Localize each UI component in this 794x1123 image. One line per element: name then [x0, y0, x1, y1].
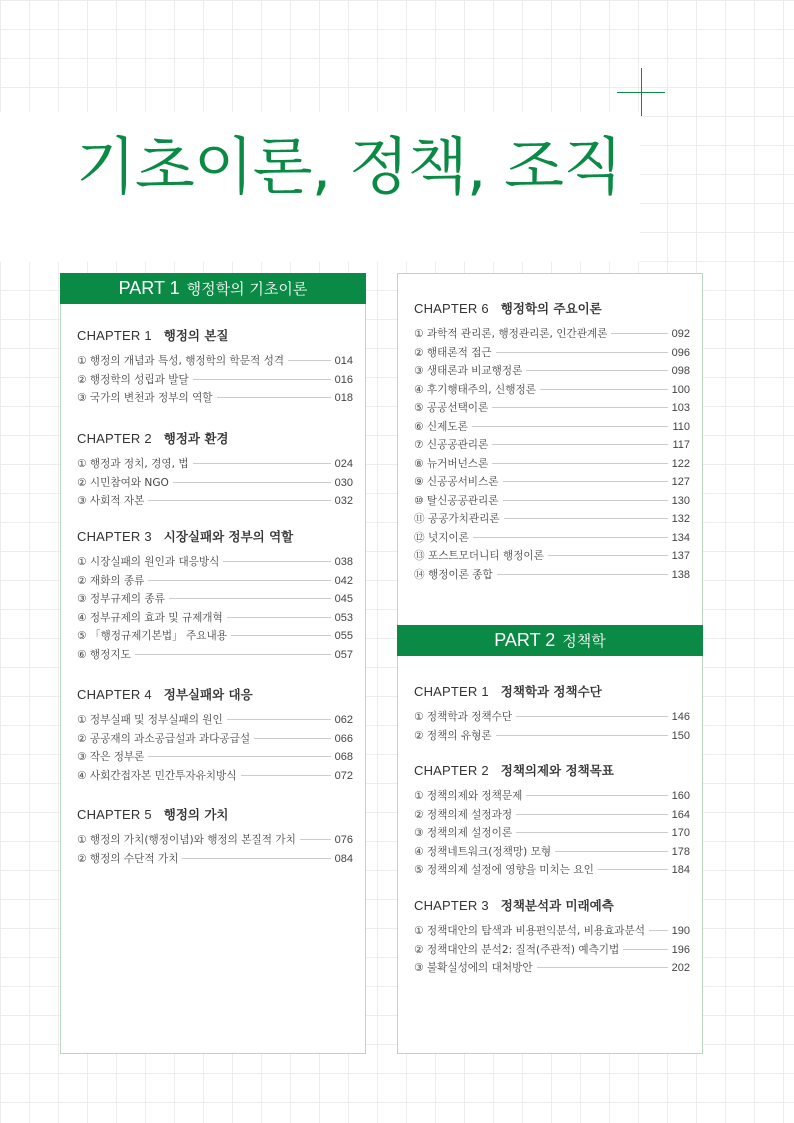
toc-entry-label: ① 행정의 개념과 특성, 행정학의 학문적 성격	[77, 355, 285, 367]
leader-line	[241, 775, 331, 776]
toc-entry-label: ② 행정학의 성립과 발달	[77, 373, 189, 386]
chapter-heading	[77, 685, 353, 705]
leader-line	[300, 839, 331, 840]
toc-entry-label: ③ 정부규제의 종류	[77, 593, 165, 605]
leader-line	[148, 756, 330, 757]
toc-entry-label: ⑫ 넛지이론	[414, 531, 469, 544]
leader-line	[649, 930, 668, 931]
chapter-number: CHAPTER 6	[414, 301, 489, 316]
toc-entry[interactable]	[414, 381, 690, 400]
toc-entry[interactable]	[77, 389, 353, 408]
toc-entry-page: 057	[334, 648, 353, 661]
toc-entry[interactable]	[77, 831, 353, 850]
chapter-title: 시장실패와 정부의 역할	[163, 529, 294, 544]
leader-line	[526, 795, 667, 796]
chapter-heading	[77, 527, 353, 547]
toc-entry[interactable]	[414, 547, 690, 566]
leader-line	[598, 869, 668, 870]
part-number: PART 1	[118, 278, 180, 298]
leader-line	[182, 858, 330, 859]
toc-entry-label: ② 정책의 유형론	[414, 729, 492, 742]
chapter-heading	[77, 805, 353, 825]
chapter-number: CHAPTER 3	[414, 898, 489, 913]
chapter-title: 정책분석과 미래예측	[500, 898, 614, 913]
toc-entry-label: ③ 정책의제 설정이론	[414, 827, 513, 839]
toc-entry-label: ④ 정부규제의 효과 및 규제개혁	[77, 611, 223, 624]
toc-entry[interactable]	[77, 553, 353, 572]
toc-entry-page: 032	[334, 495, 353, 507]
toc-entry[interactable]	[414, 418, 690, 437]
toc-entry-page: 150	[671, 729, 690, 742]
toc-entry-page: 024	[334, 458, 353, 470]
toc-entry-page: 170	[671, 827, 690, 839]
toc-entry[interactable]	[77, 850, 353, 869]
part-number: PART 2	[494, 630, 556, 650]
toc-entry-page: 184	[671, 864, 690, 876]
toc-entry-page: 055	[334, 630, 353, 642]
toc-entry-page: 146	[671, 711, 690, 723]
part-name: 정책학	[562, 632, 606, 650]
toc-entry-label: ③ 불확실성에의 대처방안	[414, 962, 533, 974]
chapter-heading	[77, 429, 353, 449]
chapter-block	[414, 299, 690, 584]
toc-entry-label: ③ 사회적 자본	[77, 495, 145, 507]
leader-line	[497, 574, 668, 575]
leader-line	[193, 379, 331, 380]
toc-entry-page: 190	[671, 925, 690, 937]
toc-entry[interactable]	[77, 767, 353, 786]
toc-entry-label: ② 공공재의 과소공급설과 과다공급설	[77, 732, 251, 745]
toc-entry-page: 110	[672, 420, 690, 433]
leader-line	[288, 360, 331, 361]
toc-entry[interactable]	[414, 566, 690, 585]
toc-entry-label: ① 정책의제와 정책문제	[414, 790, 523, 802]
toc-entry[interactable]	[77, 352, 353, 371]
toc-entry-page: 098	[671, 365, 690, 377]
toc-entry[interactable]	[414, 362, 690, 381]
leader-line	[472, 426, 669, 427]
leader-line	[148, 580, 330, 581]
toc-entry[interactable]	[414, 959, 690, 978]
toc-entry-page: 096	[671, 346, 690, 359]
chapter-number: CHAPTER 4	[77, 687, 152, 702]
toc-entry-label: ③ 작은 정부론	[77, 751, 145, 763]
toc-entry[interactable]	[77, 492, 353, 511]
toc-entry-page: 068	[334, 751, 353, 763]
toc-entry-page: 042	[334, 574, 353, 587]
chapter-number: CHAPTER 2	[77, 431, 152, 446]
chapter-heading	[414, 299, 690, 319]
leader-line	[473, 537, 668, 538]
toc-entry-label: ⑩ 탈신공공관리론	[414, 494, 499, 507]
toc-entry[interactable]	[77, 711, 353, 730]
toc-entry-label: ② 시민참여와 NGO	[77, 476, 169, 489]
toc-entry-label: ⑤ 공공선택이론	[414, 402, 489, 414]
toc-entry[interactable]	[414, 344, 690, 363]
toc-entry-label: ⑦ 신공공관리론	[414, 439, 489, 451]
toc-entry-page: 076	[334, 834, 353, 846]
toc-entry[interactable]	[77, 627, 353, 646]
chapter-block	[77, 326, 353, 408]
toc-entry[interactable]	[414, 325, 690, 344]
toc-entry-label: ① 과학적 관리론, 행정관리론, 인간관계론	[414, 328, 608, 340]
leader-line	[504, 518, 668, 519]
toc-entry-label: ③ 국가의 변천과 정부의 역할	[77, 392, 213, 404]
part-banner	[397, 625, 703, 656]
toc-entry-page: 117	[672, 439, 690, 451]
leader-line	[516, 814, 668, 815]
chapter-block	[77, 805, 353, 868]
toc-entry-page: 045	[334, 593, 353, 605]
chapter-block	[77, 527, 353, 664]
toc-entry-page: 178	[671, 845, 690, 858]
toc-entry[interactable]	[414, 824, 690, 843]
toc-entry-page: 202	[671, 962, 690, 974]
toc-entry[interactable]	[414, 510, 690, 529]
toc-entry-label: ① 시장실패의 원인과 대응방식	[77, 556, 220, 568]
toc-entry-label: ⑥ 신제도론	[414, 420, 468, 433]
toc-entry-label: ⑬ 포스트모더니티 행정이론	[414, 550, 544, 562]
chapter-number: CHAPTER 3	[77, 529, 152, 544]
leader-line	[516, 716, 668, 717]
chapter-number: CHAPTER 1	[77, 328, 152, 343]
toc-entry[interactable]	[414, 473, 690, 492]
toc-entry[interactable]	[77, 455, 353, 474]
leader-line	[492, 444, 668, 445]
leader-line	[548, 555, 668, 556]
toc-entry-page: 018	[334, 392, 353, 404]
leader-line	[254, 738, 331, 739]
toc-entry-label: ② 정책의제 설정과정	[414, 808, 513, 821]
leader-line	[516, 832, 668, 833]
chapter-block	[414, 896, 690, 978]
chapter-heading	[77, 326, 353, 346]
chapter-number: CHAPTER 2	[414, 763, 489, 778]
toc-entry[interactable]	[77, 730, 353, 749]
toc-entry-page: 122	[671, 457, 690, 470]
leader-line	[503, 500, 668, 501]
chapter-block	[77, 685, 353, 785]
toc-entry-label: ⑪ 공공가치관리론	[414, 513, 500, 525]
toc-entry[interactable]	[414, 787, 690, 806]
chapter-number: CHAPTER 1	[414, 684, 489, 699]
leader-line	[231, 635, 331, 636]
toc-entry[interactable]	[414, 806, 690, 825]
toc-entry-page: 127	[671, 476, 690, 488]
chapter-title: 행정학의 주요이론	[500, 301, 602, 316]
toc-entry-label: ② 정책대안의 분석2: 질적(주관적) 예측기법	[414, 943, 620, 956]
toc-entry-page: 138	[671, 568, 690, 581]
toc-entry[interactable]	[414, 455, 690, 474]
toc-entry[interactable]	[77, 474, 353, 493]
toc-entry-label: ④ 후기행태주의, 신행정론	[414, 383, 536, 396]
leader-line	[193, 463, 331, 464]
toc-entry-page: 100	[671, 383, 690, 396]
toc-entry-page: 072	[334, 769, 353, 782]
toc-entry-label: ② 행태론적 접근	[414, 346, 492, 359]
toc-entry-label: ① 행정과 정치, 경영, 법	[77, 458, 189, 470]
toc-entry[interactable]	[77, 371, 353, 390]
toc-entry[interactable]	[77, 572, 353, 591]
toc-entry-page: 160	[671, 790, 690, 802]
leader-line	[537, 967, 668, 968]
toc-entry-page: 014	[334, 355, 353, 367]
chapter-heading	[414, 896, 690, 916]
toc-entry-page: 084	[334, 852, 353, 865]
leader-line	[492, 407, 667, 408]
page-title: 기초이론, 정책, 조직	[76, 130, 622, 203]
toc-entry-label: ⑨ 신공공서비스론	[414, 476, 499, 488]
toc-entry-page: 196	[671, 943, 690, 956]
leader-line	[623, 949, 667, 950]
chapter-heading	[414, 761, 690, 781]
chapter-heading	[414, 682, 690, 702]
toc-entry-page: 134	[671, 531, 690, 544]
toc-entry-page: 103	[671, 402, 690, 414]
leader-line	[611, 333, 667, 334]
toc-entry-page: 130	[671, 494, 690, 507]
leader-line	[223, 561, 330, 562]
leader-line	[135, 654, 331, 655]
toc-entry[interactable]	[414, 399, 690, 418]
chapter-title: 행정과 환경	[163, 431, 229, 446]
toc-entry-label: ② 행정의 수단적 가치	[77, 852, 179, 865]
chapter-title: 정책의제와 정책목표	[500, 763, 614, 778]
toc-entry[interactable]	[414, 492, 690, 511]
leader-line	[169, 598, 331, 599]
leader-line	[526, 370, 667, 371]
toc-entry-label: ⑥ 행정지도	[77, 648, 131, 661]
leader-line	[555, 851, 668, 852]
part-name: 행정학의 기초이론	[186, 280, 308, 298]
chapter-block	[414, 761, 690, 880]
chapter-title: 행정의 본질	[163, 328, 229, 343]
toc-entry-label: ④ 정책네트워크(정책망) 모형	[414, 845, 552, 858]
toc-entry-label: ① 정부실패 및 정부실패의 원인	[77, 714, 223, 726]
toc-entry[interactable]	[414, 529, 690, 548]
chapter-title: 정책학과 정책수단	[500, 684, 602, 699]
toc-entry-label: ⑧ 뉴거버넌스론	[414, 457, 489, 470]
toc-entry-page: 038	[334, 556, 353, 568]
toc-entry[interactable]	[414, 708, 690, 727]
leader-line	[503, 481, 668, 482]
toc-entry[interactable]	[414, 436, 690, 455]
toc-entry-page: 092	[671, 328, 690, 340]
part-banner	[60, 273, 366, 304]
toc-entry[interactable]	[77, 646, 353, 665]
chapter-title: 행정의 가치	[163, 807, 229, 822]
toc-entry[interactable]	[77, 609, 353, 628]
toc-entry-page: 132	[671, 513, 690, 525]
toc-entry[interactable]	[414, 941, 690, 960]
leader-line	[227, 719, 331, 720]
leader-line	[492, 463, 667, 464]
toc-entry[interactable]	[414, 843, 690, 862]
leader-line	[217, 397, 331, 398]
toc-entry[interactable]	[77, 590, 353, 609]
toc-entry-page: 164	[671, 808, 690, 821]
toc-column-right	[397, 273, 703, 1054]
toc-entry-label: ① 정책학과 정책수단	[414, 711, 513, 723]
toc-entry-label: ① 정책대안의 탐색과 비용편익분석, 비용효과분석	[414, 925, 646, 937]
crosshair-mark	[617, 68, 665, 116]
toc-entry-label: ⑭ 행정이론 종합	[414, 568, 493, 581]
toc-entry-page: 016	[334, 373, 353, 386]
leader-line	[496, 735, 668, 736]
chapter-block	[77, 429, 353, 511]
toc-entry-page: 062	[334, 714, 353, 726]
toc-entry-label: ⑤ 정책의제 설정에 영향을 미치는 요인	[414, 864, 594, 876]
leader-line	[540, 389, 668, 390]
toc-entry-label: ⑤ 「행정규제기본법」 주요내용	[77, 630, 227, 642]
toc-entry[interactable]	[414, 727, 690, 746]
leader-line	[227, 617, 331, 618]
chapter-title: 정부실패와 대응	[163, 687, 253, 702]
toc-entry-label: ④ 사회간접자본 민간투자유치방식	[77, 769, 237, 782]
toc-entry-page: 030	[334, 476, 353, 489]
toc-entry-page: 066	[334, 732, 353, 745]
leader-line	[148, 500, 330, 501]
toc-entry[interactable]	[77, 748, 353, 767]
toc-column-left	[60, 273, 366, 1054]
leader-line	[173, 482, 331, 483]
toc-entry[interactable]	[414, 861, 690, 880]
chapter-block	[414, 682, 690, 745]
chapter-number: CHAPTER 5	[77, 807, 152, 822]
toc-entry-page: 137	[671, 550, 690, 562]
toc-entry-label: ① 행정의 가치(행정이념)와 행정의 본질적 가치	[77, 834, 296, 846]
toc-entry-label: ② 재화의 종류	[77, 574, 145, 587]
toc-entry[interactable]	[414, 922, 690, 941]
toc-entry-page: 053	[334, 611, 353, 624]
toc-entry-label: ③ 생태론과 비교행정론	[414, 365, 523, 377]
leader-line	[496, 352, 668, 353]
